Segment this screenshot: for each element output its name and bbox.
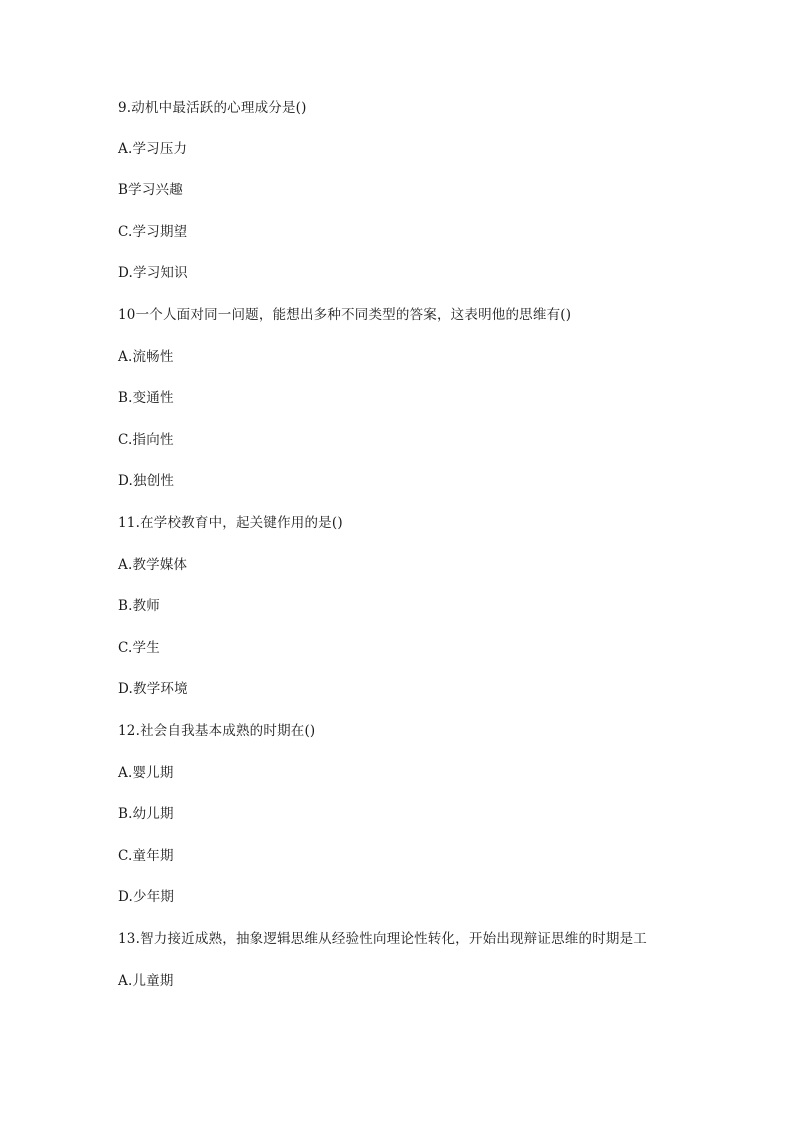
question-12-option-b: B.幼儿期 <box>118 806 174 822</box>
question-12-stem: 12.社会自我基本成熟的时期在() <box>118 723 316 739</box>
question-11-option-c: C.学生 <box>118 640 160 656</box>
question-11-stem: 11.在学校教育中，起关键作用的是() <box>118 515 343 531</box>
question-13-option-a: A.儿童期 <box>118 973 174 989</box>
question-12-option-a: A.婴儿期 <box>118 765 174 781</box>
question-11-option-a: A.教学媒体 <box>118 557 188 573</box>
question-9-option-a: A.学习压力 <box>118 141 188 157</box>
question-9-option-b: B学习兴趣 <box>118 182 183 198</box>
question-10-option-b: B.变通性 <box>118 390 174 406</box>
question-10-stem: 10一个人面对同一问题，能想出多种不同类型的答案，这表明他的思维有() <box>118 307 572 323</box>
question-12-option-d: D.少年期 <box>118 889 175 905</box>
question-12-option-c: C.童年期 <box>118 848 174 864</box>
question-9-stem: 9.动机中最活跃的心理成分是() <box>118 100 307 116</box>
question-10-option-d: D.独创性 <box>118 473 175 489</box>
question-11-option-d: D.教学环境 <box>118 681 188 697</box>
question-10-option-c: C.指向性 <box>118 432 174 448</box>
question-13-stem: 13.智力接近成熟，抽象逻辑思维从经验性向理论性转化，开始出现辩证思维的时期是工 <box>118 931 647 947</box>
question-10-option-a: A.流畅性 <box>118 349 174 365</box>
question-11-option-b: B.教师 <box>118 598 161 614</box>
question-9-option-d: D.学习知识 <box>118 265 188 281</box>
question-9-option-c: C.学习期望 <box>118 224 188 240</box>
